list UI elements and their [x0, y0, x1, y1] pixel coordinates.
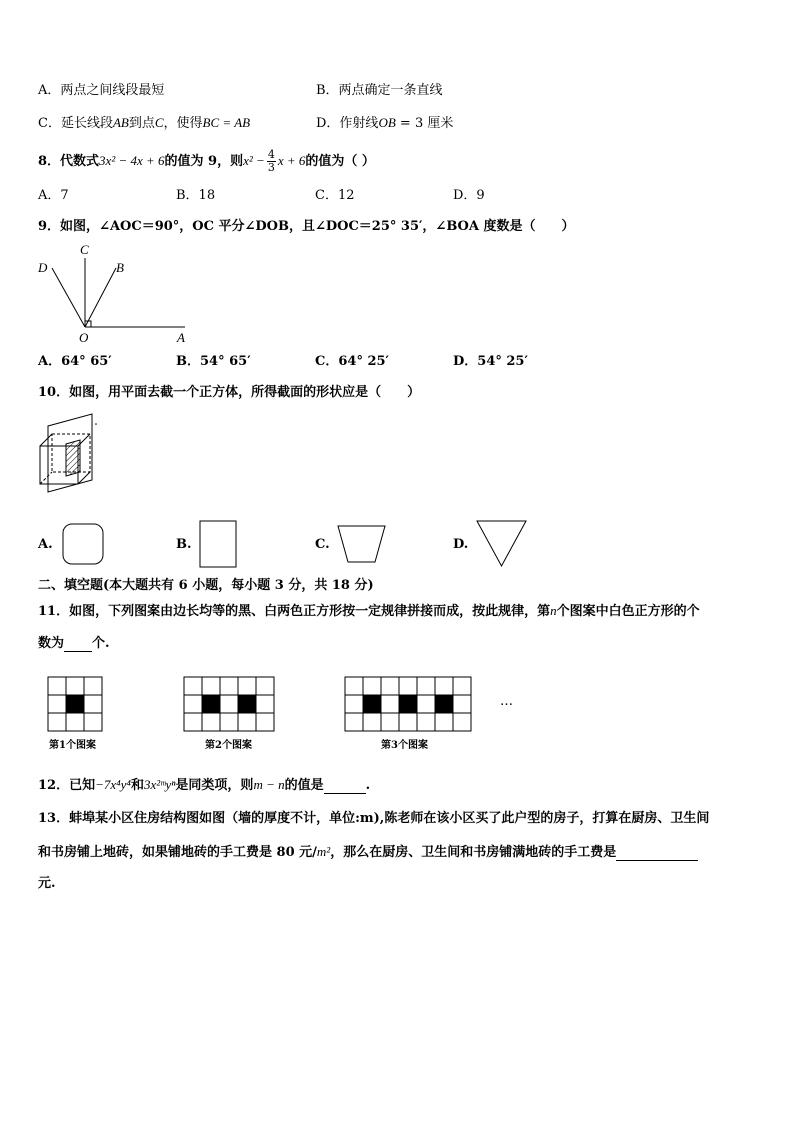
- white-square: [363, 713, 381, 731]
- q9-option-b: B．54° 65′: [176, 354, 251, 369]
- black-square: [238, 695, 256, 713]
- white-square: [435, 677, 453, 695]
- black-square: [202, 695, 220, 713]
- q11-ellipsis: …: [500, 694, 513, 709]
- q7-c-c: C: [154, 115, 164, 130]
- q10-option-a: A.: [38, 537, 53, 552]
- white-square: [238, 713, 256, 731]
- q9-option-d: D．54° 25′: [453, 354, 528, 369]
- q9-label-o: O: [79, 330, 89, 345]
- q7-d-post: = 3 厘米: [395, 116, 454, 131]
- q12-and: 和: [130, 778, 144, 793]
- q7-option-a: A．两点之间线段最短: [38, 83, 165, 98]
- q12-end: .: [365, 778, 371, 793]
- q8-post: 的值为（ ）: [305, 154, 375, 169]
- white-square: [48, 677, 66, 695]
- white-square: [256, 695, 274, 713]
- white-square: [220, 677, 238, 695]
- q7-d-ob: OB: [378, 115, 396, 130]
- q13-line2: [38, 844, 698, 861]
- white-square: [381, 677, 399, 695]
- q8-option-a: A．7: [38, 188, 69, 203]
- white-square: [453, 713, 471, 731]
- q8-option-c: C．12: [315, 188, 355, 203]
- q7-d-pre: D．作射线: [316, 116, 379, 131]
- white-square: [66, 713, 84, 731]
- white-square: [417, 713, 435, 731]
- white-square: [238, 677, 256, 695]
- black-square: [363, 695, 381, 713]
- white-square: [453, 677, 471, 695]
- q12-stem: [38, 777, 370, 794]
- white-square: [220, 713, 238, 731]
- white-square: [345, 695, 363, 713]
- white-square: [184, 713, 202, 731]
- white-square: [256, 713, 274, 731]
- q11-caption-3: 第3个图案: [381, 740, 428, 751]
- q11-line2a: 数为: [38, 636, 65, 651]
- q12-post: 的值是: [284, 778, 324, 793]
- q13-line2b: ，那么在厨房、卫生间和书房铺满地砖的手工费是: [330, 845, 617, 860]
- white-square: [256, 677, 274, 695]
- white-square: [84, 713, 102, 731]
- q9-option-c: C．64° 25′: [315, 354, 389, 369]
- q13-blank: [616, 848, 698, 861]
- white-square: [417, 677, 435, 695]
- q7-c-eq: BC = AB: [202, 115, 251, 130]
- q8-frac-den: 3: [267, 161, 275, 174]
- q13-line1: 13．蚌埠某小区住房结构图如图（墙的厚度不计，单位:m),陈老师在该小区买了此户型的房子，打算在厨房、卫生间: [38, 811, 710, 826]
- q8-option-d: D．9: [453, 188, 485, 203]
- q11-line2b: 个.: [92, 636, 110, 651]
- q8-frac-num: 4: [267, 148, 275, 161]
- white-square: [453, 695, 471, 713]
- white-square: [345, 713, 363, 731]
- white-square: [399, 677, 417, 695]
- q9-option-a: A．64° 65′: [38, 354, 112, 369]
- q9-label-d: D: [38, 260, 48, 275]
- white-square: [435, 713, 453, 731]
- white-square: [220, 695, 238, 713]
- q8-mid: 的值为 9，则: [164, 154, 244, 169]
- q8-option-b: B．18: [176, 188, 216, 203]
- q12-pre: 12．已知: [38, 778, 96, 793]
- white-square: [84, 695, 102, 713]
- white-square: [363, 677, 381, 695]
- q13-line3: 元.: [38, 876, 56, 891]
- white-square: [66, 677, 84, 695]
- q12-mid: 是同类项，则: [175, 778, 254, 793]
- q13-line2a: 和书房铺上地砖，如果铺地砖的手工费是 80 元/: [38, 845, 317, 860]
- q10-stem: 10．如图，用平面去截一个正方体，所得截面的形状应是（ ）: [38, 385, 421, 400]
- white-square: [184, 695, 202, 713]
- q7-c-ab: AB: [112, 115, 129, 130]
- black-square: [66, 695, 84, 713]
- q10-option-c: C.: [315, 537, 330, 552]
- q8-expr2a: x² −: [243, 153, 265, 168]
- q12-mn: m − n: [253, 777, 285, 792]
- white-square: [202, 713, 220, 731]
- q11-line1-text: 11．如图，下列图案由边长均等的黑、白两色正方形按一定规律拼接而成，按此规律，第: [38, 604, 551, 619]
- q9-label-b: B: [116, 260, 124, 275]
- white-square: [417, 695, 435, 713]
- white-square: [381, 713, 399, 731]
- q8-pre: 8．代数式: [38, 154, 100, 169]
- white-square: [84, 677, 102, 695]
- q13-unit: m²: [316, 844, 331, 859]
- white-square: [48, 713, 66, 731]
- q11-line1b: 个图案中白色正方形的个: [556, 604, 700, 619]
- q8-expr1: 3x² − 4x + 6: [99, 153, 165, 168]
- black-square: [399, 695, 417, 713]
- white-square: [381, 695, 399, 713]
- q9-label-a: A: [177, 330, 185, 345]
- section2-heading: 二、填空题(本大题共有 6 小题，每小题 3 分，共 18 分): [38, 578, 374, 593]
- q7-c-mid2: ，使得: [163, 116, 203, 131]
- black-square: [435, 695, 453, 713]
- q7-option-b: B．两点确定一条直线: [316, 83, 443, 98]
- white-square: [202, 677, 220, 695]
- q12-blank: [324, 781, 366, 794]
- q9-stem: 9．如图，∠AOC＝90°，OC 平分∠DOB，且∠DOC＝25° 35′，∠BOA 度数是（ ）: [38, 219, 575, 234]
- white-square: [48, 695, 66, 713]
- white-square: [345, 677, 363, 695]
- q11-caption-2: 第2个图案: [205, 740, 252, 751]
- q10-option-b: B.: [176, 537, 192, 552]
- q12-term1: −7x⁴y⁴: [95, 777, 131, 792]
- q9-label-c: C: [80, 242, 89, 257]
- white-square: [399, 713, 417, 731]
- q8-expr2b: x + 6: [277, 153, 306, 168]
- q10-option-d: D.: [453, 537, 469, 552]
- q7-c-pre: C．延长线段: [38, 116, 113, 131]
- q12-term2: 3x²ᵐyⁿ: [143, 777, 176, 792]
- q11-caption-1: 第1个图案: [49, 740, 96, 751]
- white-square: [184, 677, 202, 695]
- q7-c-mid: 到点: [128, 116, 155, 131]
- q11-n: n: [550, 603, 557, 618]
